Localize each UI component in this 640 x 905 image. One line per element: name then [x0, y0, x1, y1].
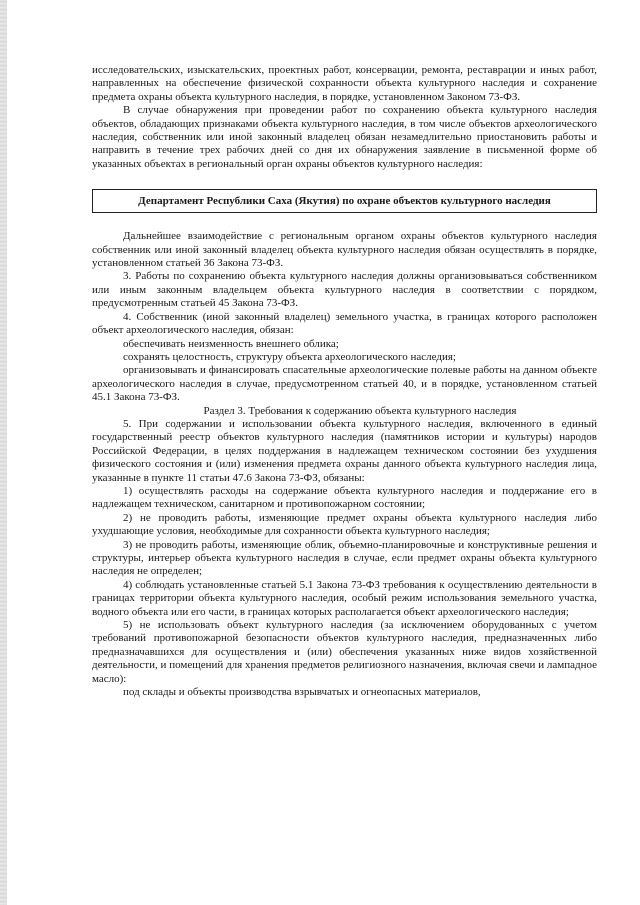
paragraph-mid-2: 3. Работы по сохранению объекта культурного наследия должны организовываться собственником или иным законным владельцем объекта культурного наследия в соответствии с порядком, предусмотренным статьей 45 Закона 73-ФЗ. — [92, 270, 597, 310]
paragraph-bottom-7: под склады и объекты производства взрывчатых и огнеопасных материалов, — [123, 686, 481, 699]
paragraph-mid-6: организовывать и финансировать спасательные археологические полевые работы на данном объекте археологического наследия в случае, предусмотренном статьей 40, и в порядке, установленном статьей 45.1 Закона 73-ФЗ. — [92, 364, 597, 404]
paragraph-top-1: исследовательских, изыскательских, проектных работ, консервации, ремонта, реставрации и иных работ, направленных на обеспечение физической сохранности объекта культурного наследия и сохранение предмета охраны объекта культурного наследия, в порядке, установленном Законом 73-ФЗ. — [92, 64, 597, 103]
paragraph-mid-5: сохранять целостность, структуру объекта археологического наследия; — [123, 350, 456, 363]
paragraph-top-2: В случае обнаружения при проведении работ по сохранению объекта культурного наследия объектов, обладающих признаками объекта культурного наследия, в том числе объектов археологического наследия, собственник или иной законный владелец обязан незамедлительно приостановить работы и направить в течение трех рабочих дней со дня их обнаружения заявление в письменной форме об указанных объектах в региональный орган охраны объектов культурного наследия: — [92, 104, 597, 170]
paragraph-bottom-2: 1) осуществлять расходы на содержание объекта культурного наследия и поддержание его в надлежащем техническом, санитарном и противопожарном состоянии; — [92, 484, 597, 511]
paragraph-bottom-1: 5. При содержании и использовании объекта культурного наследия, включенного в единый государственный реестр объектов культурного наследия (памятников истории и культуры) народов Российской Федерации, в целях поддержания в надлежащем техническом состоянии без ухудшения физического состояния и (или) изменения предмета охраны данного объекта культурного наследия лица, указанные в пункте 11 статьи 47.6 Закона 73-ФЗ, обязаны: — [92, 417, 597, 484]
paragraph-bottom-4: 3) не проводить работы, изменяющие облик, объемно-планировочные и конструктивные решения и структуры, интерьер объекта культурного наследия в случае, если предмет охраны объекта культурного наследия не определен; — [92, 538, 597, 578]
document-page — [92, 64, 597, 699]
scan-edge — [0, 0, 7, 905]
paragraph-bottom-5: 4) соблюдать установленные статьей 5.1 Закона 73-ФЗ требования к осуществлению деятельности в границах территории объекта культурного наследия, особый режим использования земельного участка, водного объекта или его части, в границах которых располагается объект археологического наследия; — [92, 578, 597, 618]
paragraph-mid-3: 4. Собственник (иной законный владелец) земельного участка, в границах которого расположен объект археологического наследия, обязан: — [92, 310, 597, 337]
boxed-authority-title: Департамент Республики Саха (Якутия) по охране объектов культурного наследия — [92, 189, 597, 213]
section-title: Раздел 3. Требования к содержанию объекта культурного наследия — [203, 404, 517, 417]
paragraph-mid-1: Дальнейшее взаимодействие с региональным органом охраны объектов культурного наследия собственник или иной законный владелец объекта культурного наследия обязан осуществлять в порядке, установленном статьей 36 Закона 73-ФЗ. — [92, 230, 597, 270]
paragraph-mid-4: обеспечивать неизменность внешнего облика; — [123, 337, 339, 350]
paragraph-bottom-3: 2) не проводить работы, изменяющие предмет охраны объекта культурного наследия либо ухудшающие условия, необходимые для сохранности объекта культурного наследия; — [92, 511, 597, 538]
paragraph-bottom-6: 5) не использовать объект культурного наследия (за исключением оборудованных с учетом требований противопожарной безопасности объектов культурного наследия, предназначенных либо предназначавшихся для осуществления и (или) обеспечения указанных ниже видов хозяйственной деятельности, и помещений для хранения предметов религиозного назначения, включая свечи и лампадное масло): — [92, 619, 597, 685]
